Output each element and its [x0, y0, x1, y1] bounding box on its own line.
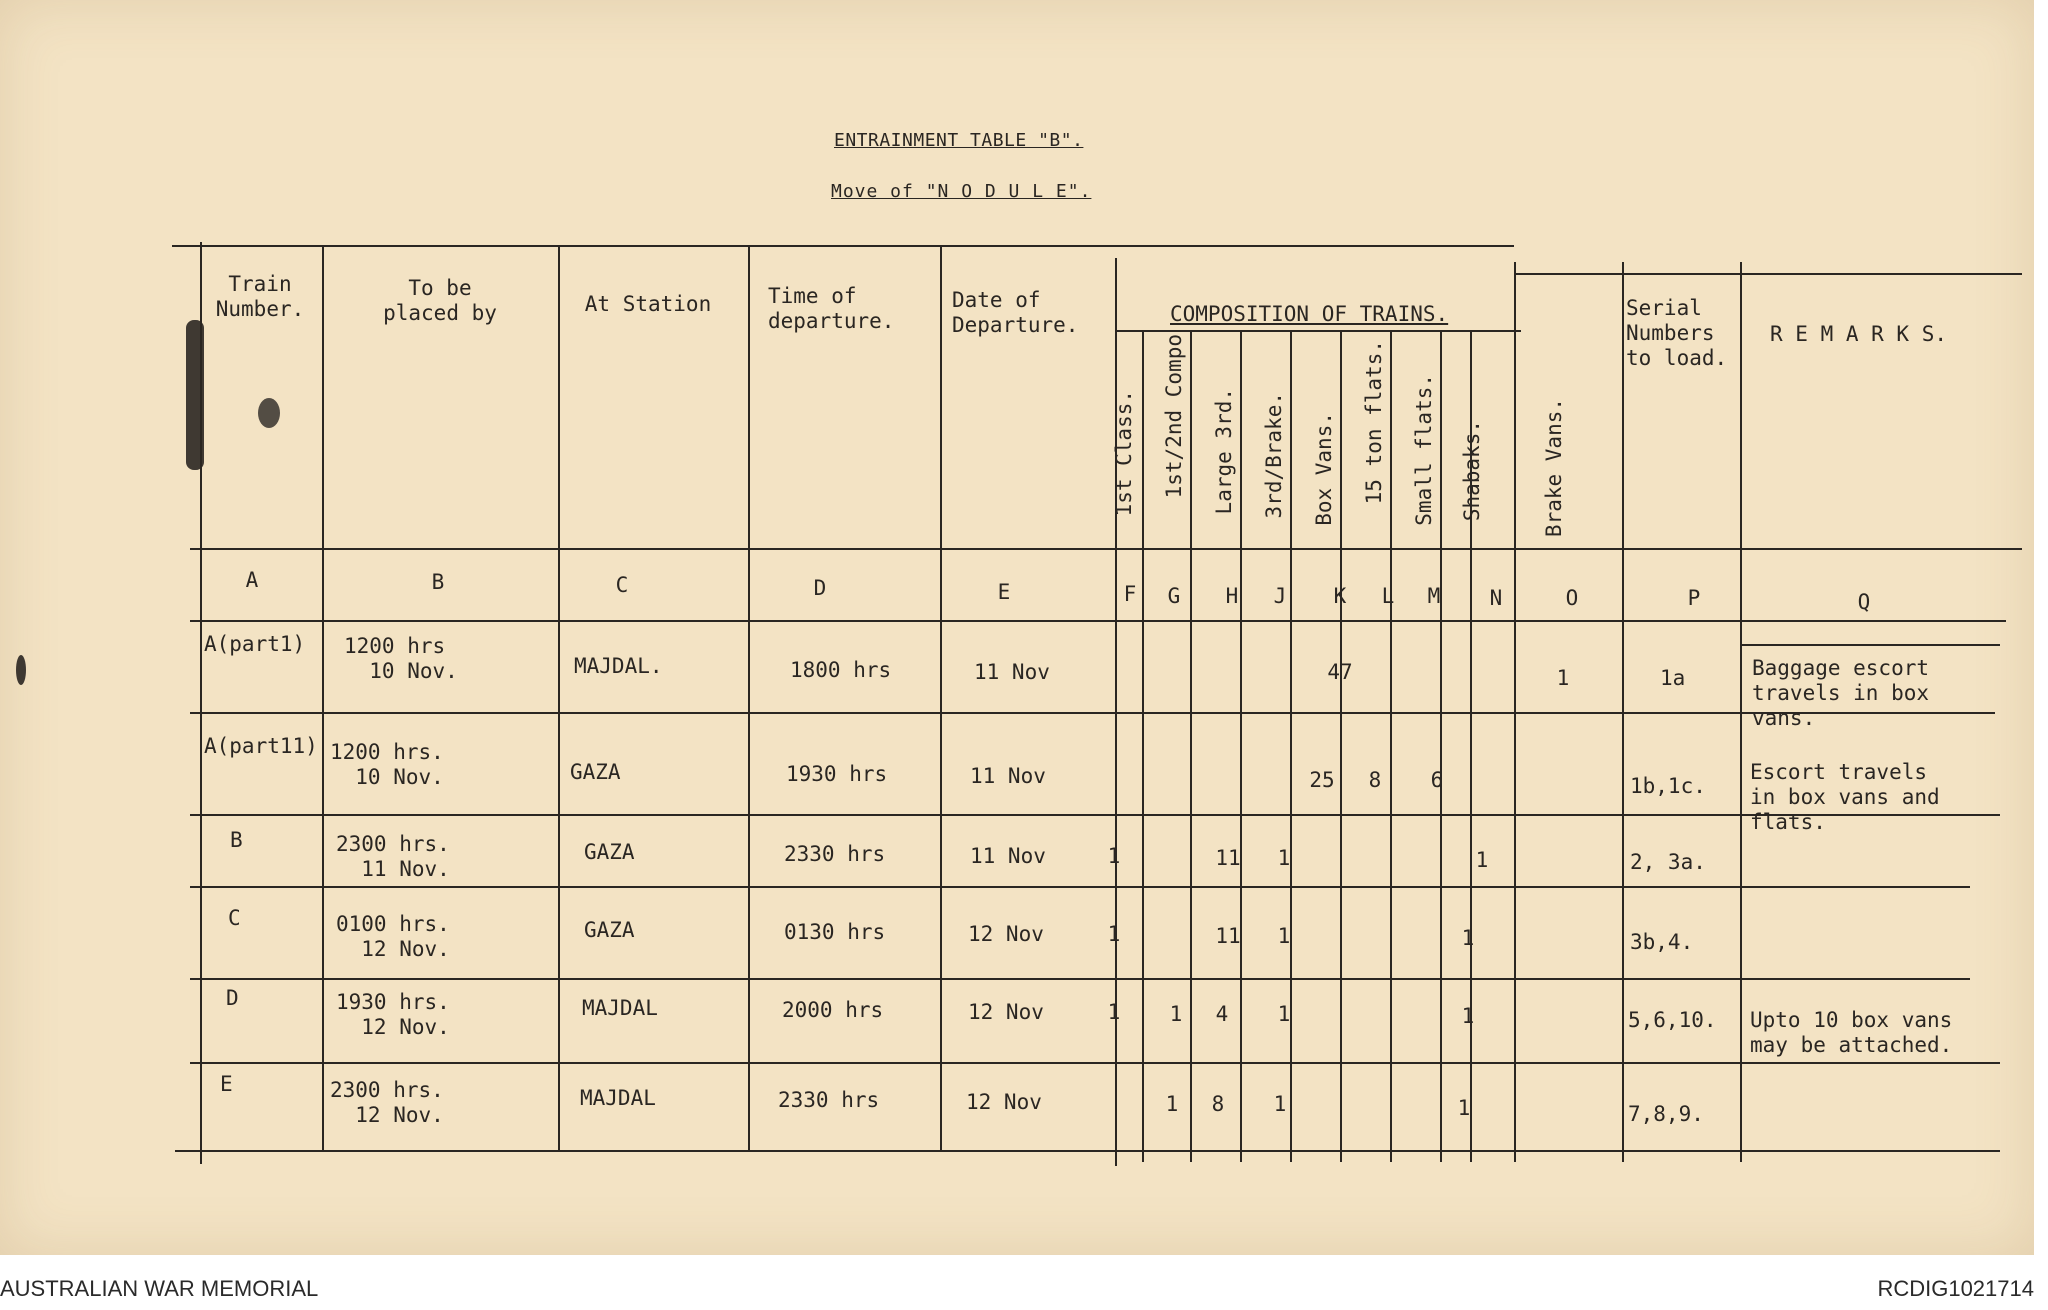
table-rule — [748, 246, 750, 1152]
column-letter: J — [1273, 584, 1287, 608]
table-rule — [558, 246, 560, 1152]
column-letter: N — [1489, 586, 1503, 610]
cell-train: A(part11) — [204, 734, 318, 758]
header-large-third: Large 3rd. — [1212, 388, 1236, 515]
table-rule — [1240, 330, 1242, 1162]
column-letter: E — [997, 580, 1011, 604]
cell-placed-by: 1200 hrs 10 Nov. — [344, 634, 458, 683]
table-rule — [322, 246, 324, 1152]
cell-train: B — [230, 828, 243, 852]
cell-shabaks: 1 — [1461, 926, 1475, 950]
cell-date: 12 Nov — [966, 1090, 1042, 1114]
cell-small-flats: 6 — [1430, 768, 1444, 792]
cell-third-brake: 1 — [1277, 846, 1291, 870]
column-letter: H — [1225, 584, 1239, 608]
table-rule — [1115, 330, 1521, 332]
cell-first-class: 1 — [1107, 922, 1121, 946]
cell-date: 11 Nov — [974, 660, 1050, 684]
cell-third-brake: 1 — [1277, 924, 1291, 948]
table-rule — [190, 1062, 2000, 1064]
cell-station: GAZA — [584, 840, 635, 864]
cell-time: 2330 hrs — [784, 842, 886, 866]
cell-time: 2000 hrs — [782, 998, 884, 1022]
cell-time: 1800 hrs — [790, 658, 892, 682]
header-brake-vans: Brake Vans. — [1542, 398, 1566, 538]
column-letter: Q — [1857, 590, 1871, 614]
ink-stain — [16, 655, 26, 685]
cell-serial: 1a — [1660, 666, 1686, 690]
table-rule — [190, 548, 2022, 550]
column-letter: B — [431, 570, 445, 594]
table-rule — [1514, 262, 1516, 1162]
cell-serial: 2, 3a. — [1630, 850, 1706, 874]
column-letter: M — [1427, 584, 1441, 608]
cell-ton-flats: 8 — [1368, 768, 1382, 792]
cell-train: E — [220, 1072, 233, 1096]
cell-remarks: Upto 10 box vans may be attached. — [1750, 1008, 1953, 1057]
table-rule — [190, 814, 2000, 816]
column-letter: D — [813, 576, 827, 600]
cell-station: MAJDAL — [582, 996, 658, 1020]
document-subtitle: Move of "N O D U L E". — [831, 181, 1092, 202]
cell-serial: 5,6,10. — [1628, 1008, 1717, 1032]
cell-date: 12 Nov — [968, 922, 1044, 946]
header-ton-flats: 15 ton flats. — [1362, 340, 1386, 505]
header-composition: COMPOSITION OF TRAINS. — [1170, 302, 1449, 326]
cell-placed-by: 2300 hrs. 11 Nov. — [336, 832, 450, 881]
cell-serial: 7,8,9. — [1628, 1102, 1704, 1126]
table-rule — [190, 978, 1970, 980]
cell-large-third: 11 — [1215, 846, 1241, 870]
column-letter: A — [245, 568, 259, 592]
footer-left: AUSTRALIAN WAR MEMORIAL — [0, 1276, 319, 1301]
cell-brake-vans: 1 — [1556, 666, 1570, 690]
cell-date: 11 Nov — [970, 764, 1046, 788]
table-rule — [1340, 330, 1342, 1162]
column-letter: K — [1333, 584, 1347, 608]
table-rule — [1740, 644, 2000, 646]
cell-third-brake: 1 — [1277, 1002, 1291, 1026]
table-rule — [1740, 262, 1742, 1162]
cell-placed-by: 0100 hrs. 12 Nov. — [336, 912, 450, 961]
table-rule — [172, 245, 1514, 247]
cell-large-third: 8 — [1211, 1092, 1225, 1116]
header-at-station: At Station — [584, 292, 712, 316]
cell-serial: 1b,1c. — [1630, 774, 1706, 798]
table-rule — [1290, 330, 1292, 1162]
table-rule — [190, 620, 2006, 622]
column-letter: L — [1381, 584, 1395, 608]
cell-compo: 1 — [1169, 1002, 1183, 1026]
cell-first-class: 1 — [1107, 844, 1121, 868]
header-third-brake: 3rd/Brake. — [1262, 392, 1286, 519]
column-letter: C — [615, 573, 629, 597]
header-date-departure: Date of Departure. — [952, 288, 1079, 337]
column-letter: O — [1565, 586, 1579, 610]
cell-shabaks: 1 — [1461, 1004, 1475, 1028]
header-compo: 1st/2nd Compo — [1162, 334, 1186, 499]
cell-large-third: 11 — [1215, 924, 1241, 948]
cell-third-brake: 1 — [1273, 1092, 1287, 1116]
table-rule — [175, 1150, 2000, 1152]
header-placed-by: To be placed by — [383, 276, 497, 325]
cell-serial: 3b,4. — [1630, 930, 1694, 954]
cell-box-vans: 25 — [1309, 768, 1335, 792]
table-rule — [190, 712, 1995, 714]
cell-remarks: Baggage escort travels in box vans. — [1752, 656, 1930, 730]
cell-date: 12 Nov — [968, 1000, 1044, 1024]
header-first-class: 1st Class. — [1112, 390, 1136, 517]
column-letter: G — [1167, 584, 1181, 608]
cell-station: MAJDAL — [580, 1086, 656, 1110]
cell-date: 11 Nov — [970, 844, 1046, 868]
cell-placed-by: 1200 hrs. 10 Nov. — [330, 740, 444, 789]
header-small-flats: Small flats. — [1412, 374, 1436, 526]
table-rule — [1390, 330, 1392, 1162]
column-letter: F — [1123, 582, 1137, 606]
header-serial-numbers: Serial Numbers to load. — [1626, 296, 1728, 370]
cell-shabaks: 1 — [1475, 848, 1489, 872]
document-title: ENTRAINMENT TABLE "B". — [834, 130, 1084, 151]
table-rule — [1514, 273, 2022, 275]
cell-train: C — [228, 906, 241, 930]
header-time-departure: Time of departure. — [768, 284, 895, 333]
table-rule — [1440, 330, 1442, 1162]
table-rule — [940, 246, 942, 1152]
header-remarks: R E M A R K S. — [1770, 322, 1948, 346]
cell-time: 0130 hrs — [784, 920, 886, 944]
ink-stain — [258, 398, 280, 428]
cell-station: GAZA — [584, 918, 635, 942]
header-shabaks: Shabaks. — [1460, 420, 1484, 522]
header-train-number: Train Number. — [215, 272, 305, 321]
column-letter: P — [1687, 586, 1701, 610]
cell-first-class: 1 — [1107, 1000, 1121, 1024]
table-rule — [1190, 330, 1192, 1162]
header-box-vans: Box Vans. — [1312, 412, 1336, 526]
cell-train: A(part1) — [204, 632, 306, 656]
table-rule — [190, 886, 1970, 888]
cell-compo: 1 — [1165, 1092, 1179, 1116]
cell-remarks: Escort travels in box vans and flats. — [1750, 760, 1940, 834]
table-rule — [1142, 330, 1144, 1162]
cell-time: 1930 hrs — [786, 762, 888, 786]
cell-shabaks: 1 — [1457, 1096, 1471, 1120]
footer-right: RCDIG1021714 — [1877, 1276, 2034, 1301]
cell-placed-by: 2300 hrs. 12 Nov. — [330, 1078, 444, 1127]
cell-station: MAJDAL. — [574, 654, 663, 678]
table-rule — [1622, 262, 1624, 1162]
cell-station: GAZA — [570, 760, 621, 784]
cell-placed-by: 1930 hrs. 12 Nov. — [336, 990, 450, 1039]
cell-time: 2330 hrs — [778, 1088, 880, 1112]
table-rule — [200, 242, 202, 1164]
cell-train: D — [226, 986, 239, 1010]
cell-large-third: 4 — [1215, 1002, 1229, 1026]
cell-box-vans: 47 — [1327, 660, 1353, 684]
